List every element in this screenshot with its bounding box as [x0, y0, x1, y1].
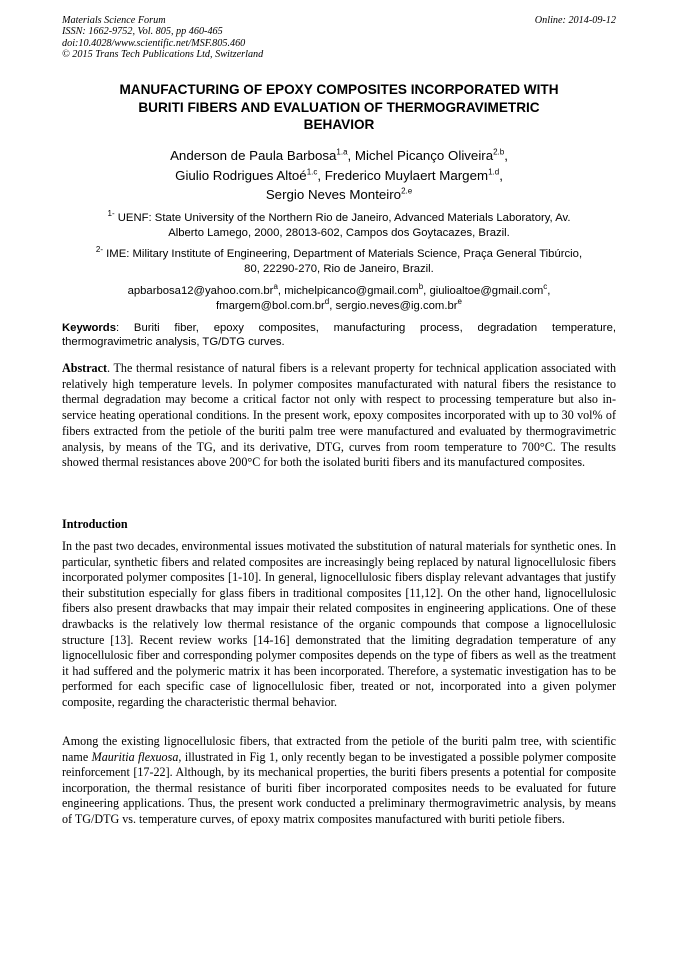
issn-line: ISSN: 1662-9752, Vol. 805, pp 460-465	[62, 26, 223, 38]
title-line: BURITI FIBERS AND EVALUATION OF THERMOGRAVIMETRIC	[138, 99, 540, 115]
email-address: apbarbosa12@yahoo.com.br	[127, 285, 274, 297]
author-mark: 1.c	[306, 167, 318, 177]
affiliation-1	[62, 211, 616, 240]
author-name: Giulio Rodrigues Altoé	[175, 167, 307, 183]
intro-paragraph-1: In the past two decades, environmental issues motivated the substitution of natural materials for synthetic ones. In particular, synthetic fibers and related composites are increasingly being replaced by natural lignocellulosic fibers incorporated polymer composites [1-10]. In general, lignocellulosic fibers display relevant advantages that justify their substitution especially for glass fibers in traditional composites [11,12]. On the other hand, lignocellulosic fibers also present drawbacks that may impair their related composites in engineering applications. One of these drawbacks is the relatively low thermal resistance of the organic compounds that compose a lignocellulosic structure [13]. Recent review works [14-16] demonstrated that the limiting degradation temperature of any lignocellulosic fiber and corresponding polymer composites depends on the type of fibers as well as the treatment it had suffered and the polymeric matrix it has been incorporated. Therefore, a systematic investigation has to be performed for each specific case of lignocellulosic fiber, treated or not, incorporated into a given polymer composite, regarding the characteristic thermal behavior.	[62, 539, 616, 709]
journal-header	[62, 15, 616, 60]
email-mark: a	[273, 282, 278, 292]
copyright-line: © 2015 Trans Tech Publications Ltd, Switzerland	[62, 48, 264, 60]
paragraph-text: , illustrated in Fig 1, only recently began to be investigated a possible polymer composite reinforcement [17-22]. Although, by its mechanical properties, the buriti fibers presents a potential for composite incorporation, the thermal resistance of buriti fiber incorporated composites needs to be evaluated for future engineering applications. Thus, the present work conducted a preliminary thermogravimetric analysis, by means of TG/DTG vs. temperature curves, of epoxy matrix composites manufactured with buriti petiole fibers.	[62, 749, 617, 826]
affiliation-mark: 1-	[107, 209, 115, 219]
paragraph-text: Among the existing lignocellulosic fibers, that extracted from the petiole of the buriti palm tree, with scientific name	[62, 734, 616, 764]
keywords	[62, 321, 616, 349]
author-mark: 2.e	[401, 186, 413, 196]
email-address: sergio.neves@ig.com.br	[335, 300, 458, 312]
affiliation-2	[62, 247, 616, 276]
affiliation-line: Alberto Lamego, 2000, 28013-602, Campos dos Goytacazes, Brazil.	[168, 226, 510, 239]
keywords-text: : Buriti fiber, epoxy composites, manufacturing process, degradation temperature, thermogravimetric analysis, TG/DTG curves.	[62, 322, 616, 348]
author-name: Anderson de Paula Barbosa	[170, 148, 337, 163]
email-address: fmargem@bol.com.br	[216, 300, 325, 312]
author-name: Frederico Muylaert Margem	[324, 167, 489, 183]
affiliation-mark: 2-	[95, 245, 104, 255]
title-line: BEHAVIOR	[303, 117, 375, 132]
author-name: Michel Picanço Oliveira	[354, 148, 494, 163]
journal-name: Materials Science Forum	[62, 15, 166, 26]
keywords-label: Keywords	[62, 322, 116, 334]
affiliation-line: 80, 22290-270, Rio de Janeiro, Brazil.	[244, 262, 434, 275]
affiliation-line: UENF: State University of the Northern Rio de Janeiro, Advanced Materials Laboratory, Av.	[117, 212, 571, 224]
author-mark: 2.b	[493, 147, 505, 157]
author-mark: 1.a	[336, 147, 348, 157]
author-name: Sergio Neves Monteiro	[265, 187, 402, 202]
abstract-label: Abstract	[62, 361, 108, 375]
affiliation-line: IME: Military Institute of Engineering, Department of Materials Science, Praça General Tibúrcio,	[106, 248, 583, 260]
paper-title	[62, 81, 616, 134]
online-date: Online: 2014-09-12	[534, 15, 616, 26]
email-mark: d	[324, 297, 330, 307]
doi-line: doi:10.4028/www.scientific.net/MSF.805.460	[62, 37, 246, 49]
section-heading-introduction: Introduction	[62, 517, 128, 531]
email-mark: b	[418, 282, 424, 292]
email-list: $apbarbosa12@yahoo.com.br^a$, michelpicanco@gmail.com$^b$, giulioaltoe@gmail.com$^c$, $fmargem@bol.com.br^d$, $sergio.neves@ig.com.br^e$	[127, 282, 551, 312]
abstract-text: . The thermal resistance of natural fibers is a relevant property for technical application associated with relatively high temperature levels. In polymer composites manufacturated with natural fibers the resistance to thermal degradation may become a critical factor not only with respect to processing temperature but also in-service heating operational conditions. In the present work, epoxy composites incorporated with up to 30 vol% of fibers extracted from the petiole of the buriti palm tree were manufactured and evaluated by thermogravimetric analysis, by means of the TG, and its derivative, DTG, curves from room temperature to 700°C. The results showed thermal resistances above 200°C for both the isolated buriti fibers and its manufactured composites.	[62, 361, 616, 470]
author-list: Anderson de Paula Barbosa$^{1.a}$, Michel Picanço Oliveira$^{2.b}$, Giulio Rodrigues Altoé$^{1.c}$, Frederico Muylaert Margem$^{1.d}$, Sergio Neves Monteiro$^{2.e}$	[170, 147, 508, 202]
email-address: michelpicanco@gmail.com	[284, 285, 419, 297]
author-mark: 1.d	[488, 167, 500, 177]
abstract	[62, 361, 616, 471]
email-address: giulioaltoe@gmail.com	[429, 285, 544, 297]
species-name: Mauritia flexuosa	[91, 749, 179, 764]
email-mark: c	[543, 282, 548, 292]
email-mark: e	[457, 297, 462, 307]
intro-paragraph-2	[62, 734, 616, 828]
title-line: MANUFACTURING OF EPOXY COMPOSITES INCORPORATED WITH	[119, 82, 559, 97]
